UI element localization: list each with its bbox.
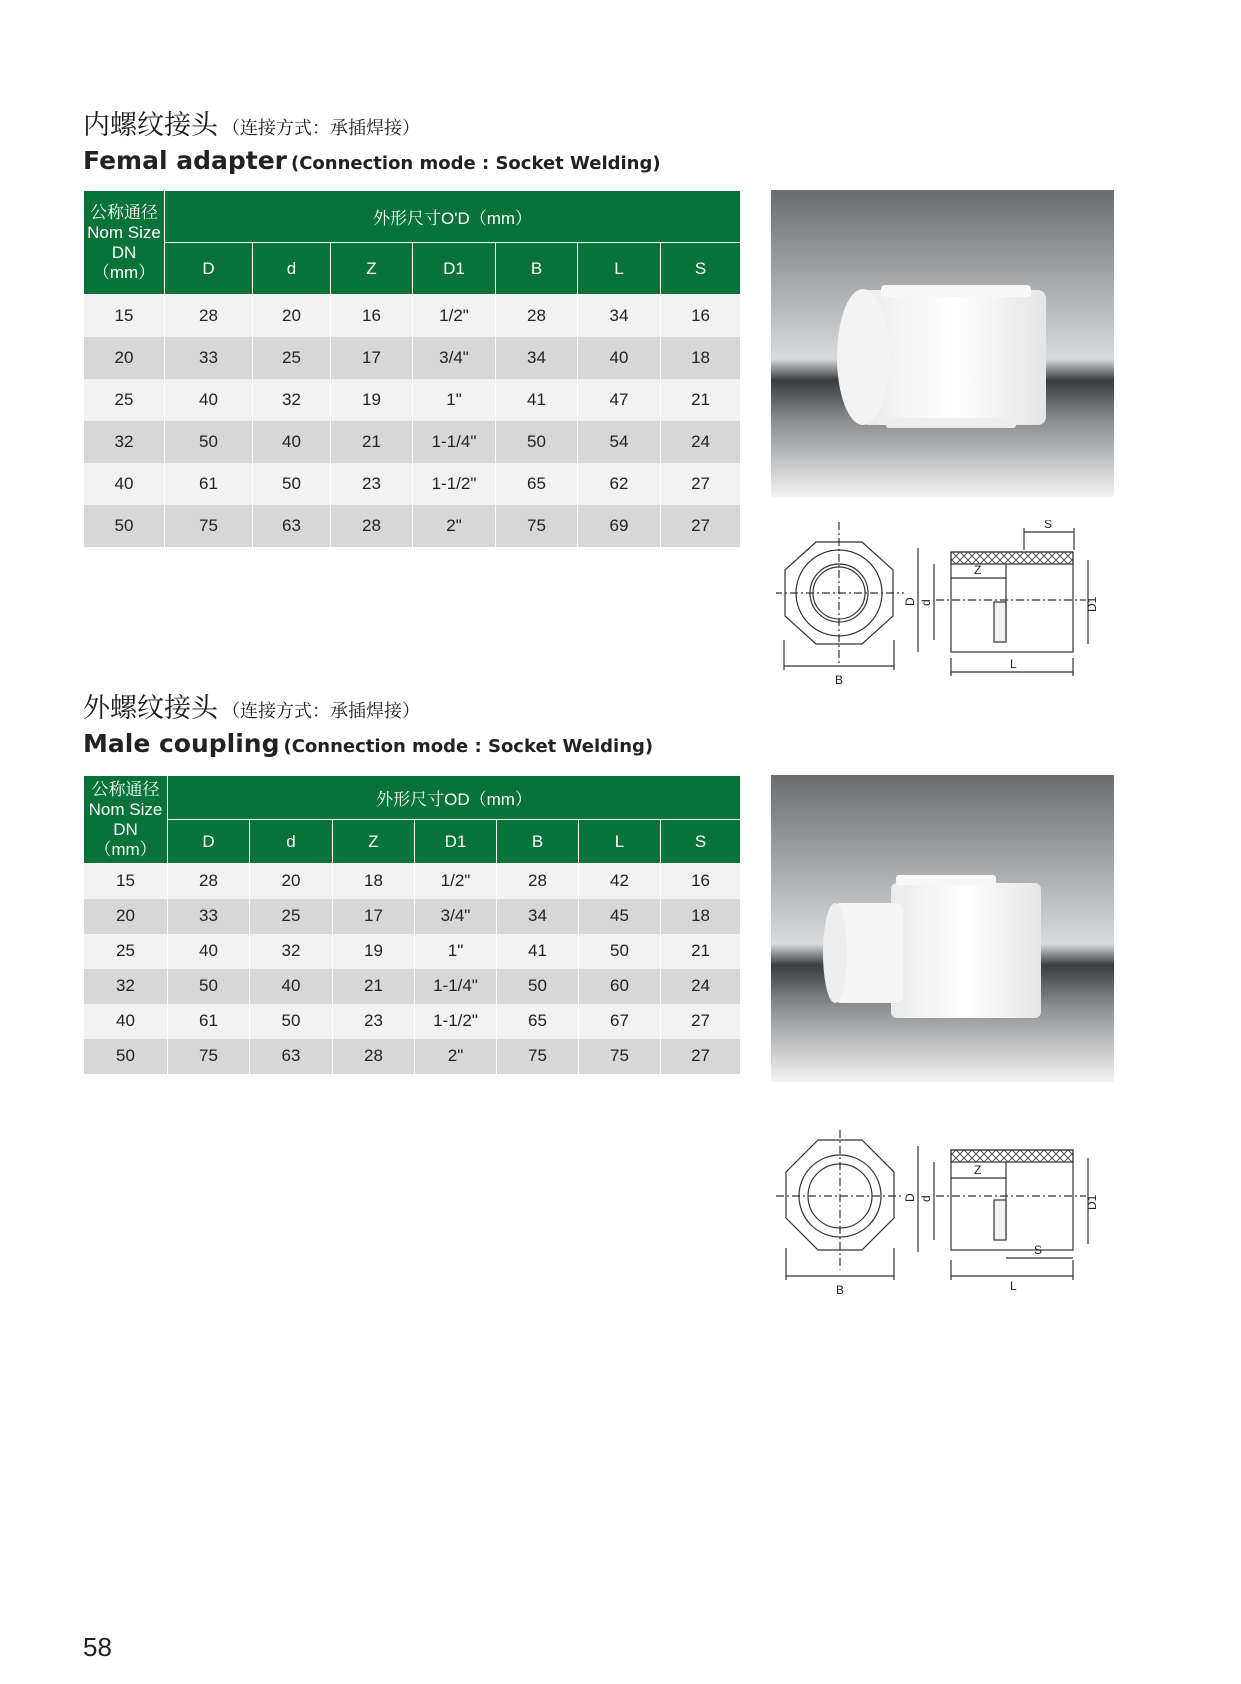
table-cell: 1-1/4" [413,421,496,463]
table-cell: 61 [165,463,253,505]
table-cell: 75 [496,505,578,547]
label-D: D [903,1193,917,1202]
table-cell: 27 [661,505,741,547]
table-cell: 32 [250,934,333,969]
table-cell: 75 [168,1039,250,1074]
table-cell: 28 [331,505,413,547]
table-cell: 27 [661,463,741,505]
table-cell: 28 [165,295,253,337]
column-header: S [661,820,741,864]
column-header: B [496,243,578,295]
table-cell: 75 [579,1039,661,1074]
table-cell: 61 [168,1004,250,1039]
cell-dn: 20 [84,337,165,379]
table-cell: 33 [168,899,250,934]
section-title-cn-sub: （连接方式：承插焊接） [222,701,420,722]
label-L: L [1010,1279,1017,1293]
table-cell: 1" [415,934,497,969]
label-B: B [835,673,844,687]
table-cell: 1-1/4" [415,969,497,1004]
table-cell: 21 [331,421,413,463]
table-row [84,337,741,379]
table-cell: 2" [413,505,496,547]
table-cell: 50 [579,934,661,969]
column-header: L [578,243,661,295]
nom-size-header: 公称通径 Nom Size DN （mm） [84,776,168,864]
label-B: B [836,1283,845,1297]
table-cell: 69 [578,505,661,547]
table-cell: 2" [415,1039,497,1074]
section-title-en: Male coupling (Connection mode : Socket Welding) [83,729,654,758]
fitting-photo-illustration [771,775,1114,1082]
section-title-en: Femal adapter (Connection mode : Socket Welding) [83,146,661,175]
table-cell: 1" [413,379,496,421]
nom-size-header: 公称通径 Nom Size DN （mm） [84,191,165,295]
cell-dn: 50 [84,505,165,547]
table-cell: 17 [333,899,415,934]
table-cell: 42 [579,864,661,899]
od-header: 外形尺寸OD（mm） [168,776,741,820]
table-row [84,1004,741,1039]
section-title-cn-sub: （连接方式：承插焊接） [222,118,420,139]
table-cell: 40 [253,421,331,463]
table-cell: 18 [333,864,415,899]
table-cell: 50 [250,1004,333,1039]
table-cell: 27 [661,1004,741,1039]
table-body [84,864,741,1074]
cell-dn: 50 [84,1039,168,1074]
table-cell: 50 [165,421,253,463]
table-cell: 41 [497,934,579,969]
table-row [84,505,741,547]
table-row [84,864,741,899]
section-title-en-sub: (Connection mode : Socket Welding) [283,736,654,757]
table-cell: 1-1/2" [413,463,496,505]
table-row [84,899,741,934]
label-L: L [1010,657,1017,671]
table-cell: 50 [253,463,331,505]
table-cell: 60 [579,969,661,1004]
cell-dn: 32 [84,421,165,463]
table-row [84,969,741,1004]
table-cell: 27 [661,1039,741,1074]
table-cell: 50 [168,969,250,1004]
table-row [84,379,741,421]
cell-dn: 20 [84,899,168,934]
table-cell: 1-1/2" [415,1004,497,1039]
table-cell: 34 [496,337,578,379]
table-cell: 28 [497,864,579,899]
table-cell: 50 [497,969,579,1004]
table-cell: 67 [579,1004,661,1039]
cell-dn: 40 [84,1004,168,1039]
cell-dn: 40 [84,463,165,505]
table-row [84,463,741,505]
label-D1: D1 [1085,596,1099,612]
table-cell: 21 [661,934,741,969]
column-header: D1 [415,820,497,864]
cell-dn: 25 [84,934,168,969]
table-cell: 19 [333,934,415,969]
label-Z: Z [974,563,982,577]
table-row [84,295,741,337]
table-cell: 34 [497,899,579,934]
table-cell: 16 [661,295,741,337]
spec-table-male-coupling [83,775,741,1074]
table-cell: 50 [496,421,578,463]
table-cell: 65 [496,463,578,505]
table-cell: 20 [253,295,331,337]
section-male-coupling [83,693,653,763]
table-cell: 34 [578,295,661,337]
table-cell: 41 [496,379,578,421]
table-cell: 75 [497,1039,579,1074]
table-cell: 25 [250,899,333,934]
section-title-cn: 内螺纹接头 （连接方式：承插焊接） [83,110,420,141]
table-cell: 28 [168,864,250,899]
table-cell: 40 [250,969,333,1004]
dimension-drawing-femal-adapter [776,520,1116,690]
table-cell: 16 [661,864,741,899]
table-cell: 45 [579,899,661,934]
column-header: Z [331,243,413,295]
table-row [84,934,741,969]
table-cell: 3/4" [413,337,496,379]
label-D: D [903,597,917,606]
cell-dn: 32 [84,969,168,1004]
table-cell: 28 [496,295,578,337]
table-cell: 18 [661,899,741,934]
dimension-drawing-male-coupling [776,1130,1116,1300]
table-cell: 65 [497,1004,579,1039]
table-cell: 23 [331,463,413,505]
table-cell: 63 [253,505,331,547]
label-Z: Z [974,1163,982,1177]
section-femal-adapter [83,110,661,180]
label-d: d [919,1195,933,1202]
table-cell: 28 [333,1039,415,1074]
table-body [84,295,741,547]
column-header: B [497,820,579,864]
column-header: D1 [413,243,496,295]
table-cell: 47 [578,379,661,421]
page-number: 58 [83,1632,112,1662]
od-header: 外形尺寸O'D（mm） [165,191,741,243]
table-cell: 25 [253,337,331,379]
table-row [84,421,741,463]
label-S: S [1034,1243,1043,1257]
column-header: S [661,243,741,295]
table-cell: 21 [333,969,415,1004]
table-cell: 63 [250,1039,333,1074]
column-header: L [579,820,661,864]
column-header: d [253,243,331,295]
table-cell: 40 [168,934,250,969]
table-cell: 17 [331,337,413,379]
table-cell: 23 [333,1004,415,1039]
column-header: D [165,243,253,295]
column-header: Z [333,820,415,864]
label-d: d [919,599,933,606]
table-cell: 75 [165,505,253,547]
product-photo-male-coupling [771,775,1114,1082]
table-cell: 1/2" [413,295,496,337]
table-cell: 24 [661,969,741,1004]
fitting-photo-illustration [771,190,1114,497]
table-cell: 18 [661,337,741,379]
table-cell: 40 [165,379,253,421]
table-cell: 40 [578,337,661,379]
table-cell: 1/2" [415,864,497,899]
cell-dn: 15 [84,295,165,337]
table-cell: 3/4" [415,899,497,934]
table-cell: 33 [165,337,253,379]
table-cell: 32 [253,379,331,421]
table-cell: 62 [578,463,661,505]
section-title-en-sub: (Connection mode : Socket Welding) [290,153,661,174]
table-cell: 24 [661,421,741,463]
table-cell: 20 [250,864,333,899]
table-cell: 19 [331,379,413,421]
cell-dn: 15 [84,864,168,899]
label-S: S [1044,520,1053,531]
table-cell: 16 [331,295,413,337]
table-cell: 21 [661,379,741,421]
table-row [84,1039,741,1074]
label-D1: D1 [1085,1194,1099,1210]
table-cell: 54 [578,421,661,463]
spec-table-femal-adapter [83,190,741,547]
cell-dn: 25 [84,379,165,421]
column-header: d [250,820,333,864]
column-header: D [168,820,250,864]
section-title-cn: 外螺纹接头 （连接方式：承插焊接） [83,693,420,724]
product-photo-femal-adapter [771,190,1114,497]
